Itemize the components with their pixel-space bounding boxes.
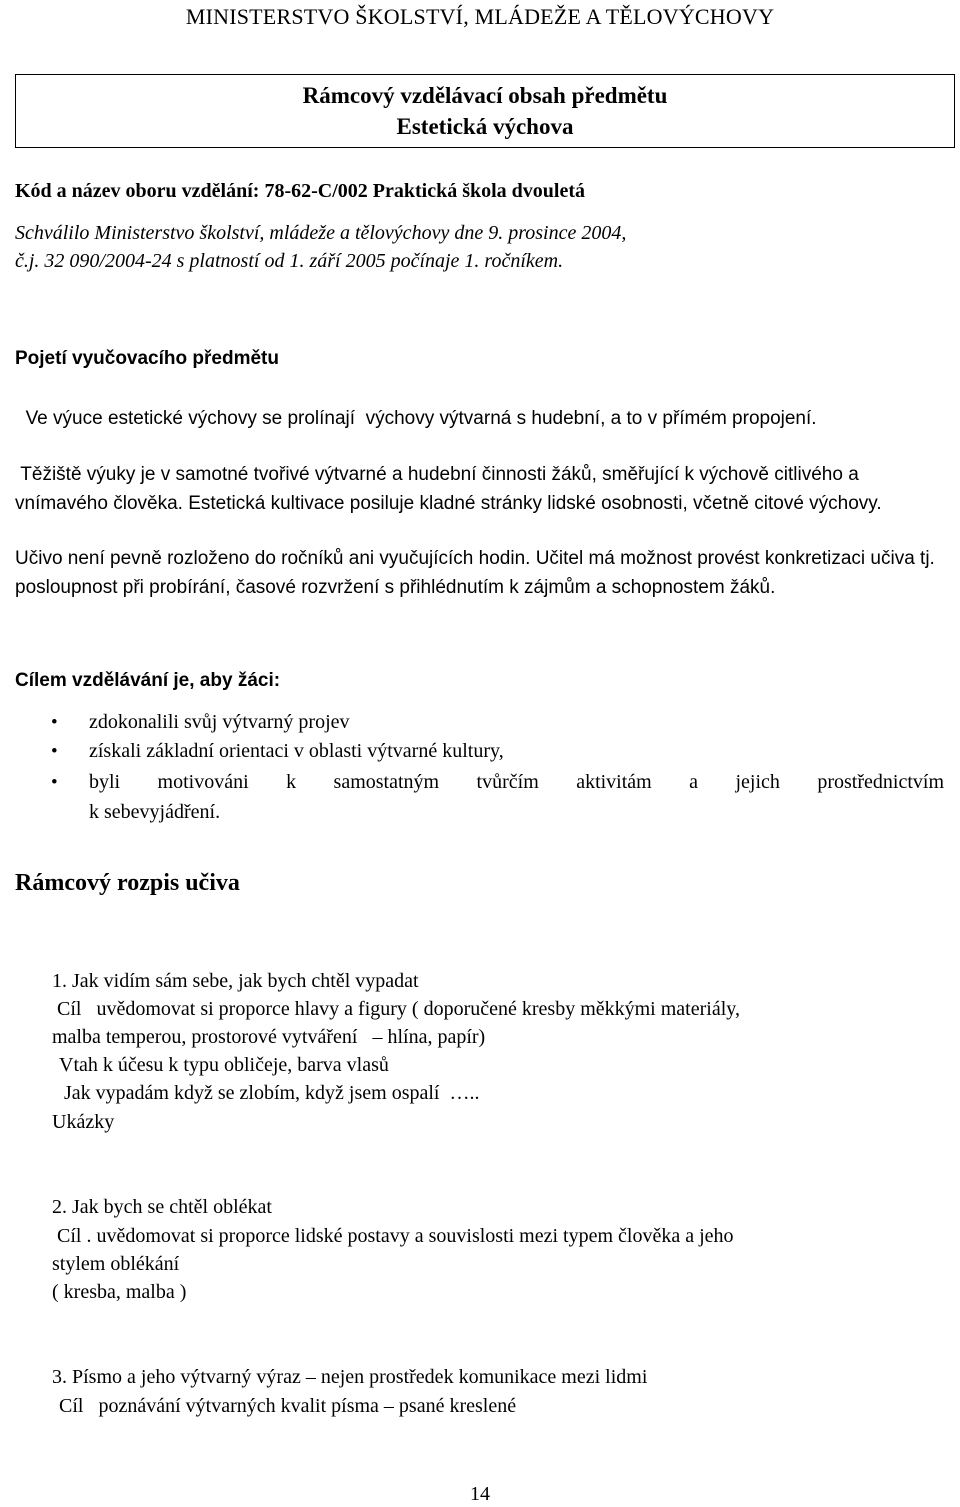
concept-paragraph-2: Těžiště výuky je v samotné tvořivé výtvarné a hudební činnosti žáků, směřující k výchově citlivého a vnímavého člověka. Estetická kultivace posiluje kladné stránky lidské osobnosti, včetně citové výchovy.	[15, 464, 882, 514]
bullet-icon: •	[51, 712, 58, 733]
syllabus-line: Jak vypadám když se zlobím, když jsem ospalí …..	[64, 1082, 480, 1104]
syllabus-section-title: 3. Písmo a jeho výtvarný výraz – nejen prostředek komunikace mezi lidmi	[52, 1366, 648, 1388]
goal-item: získali základní orientaci v oblasti výtvarné kultury,	[89, 740, 504, 762]
concept-heading: Pojetí vyučovacího předmětu	[15, 348, 279, 369]
document-title: Rámcový vzdělávací obsah předmětu	[302, 83, 668, 108]
approval-line-1: Schválilo Ministerstvo školství, mládeže a tělovýchovy dne 9. prosince 2004,	[15, 222, 627, 244]
goal-item: zdokonalili svůj výtvarný projev	[89, 711, 350, 733]
field-of-study: Kód a název oboru vzdělání: 78-62-C/002 Praktická škola dvouletá	[15, 180, 586, 202]
bullet-icon: •	[51, 741, 58, 762]
syllabus-line: Vtah k účesu k typu obličeje, barva vlasů	[59, 1054, 389, 1076]
approval-line-2: č.j. 32 090/2004-24 s platností od 1. září 2005 počínaje 1. ročníkem.	[15, 250, 564, 272]
syllabus-line: stylem oblékání	[52, 1253, 180, 1275]
bullet-icon: •	[51, 772, 58, 793]
syllabus-line: Cíl uvědomovat si proporce hlavy a figury ( doporučené kresby měkkými materiály,	[52, 998, 740, 1020]
syllabus-line: malba temperou, prostorové vytváření – hlína, papír)	[52, 1026, 486, 1048]
concept-paragraph-1: Ve výuce estetické výchovy se prolínají výchovy výtvarná s hudební, a to v přímém propojení.	[15, 408, 817, 429]
syllabus-line: ( kresba, malba )	[52, 1281, 187, 1303]
title-box	[15, 74, 955, 148]
syllabus-section-title: 1. Jak vidím sám sebe, jak bych chtěl vypadat	[52, 970, 419, 992]
syllabus-section-title: 2. Jak bych se chtěl oblékat	[52, 1196, 272, 1218]
page-number: 14	[470, 1483, 490, 1505]
syllabus-line: Ukázky	[52, 1111, 115, 1133]
syllabus-heading: Rámcový rozpis učiva	[15, 870, 240, 896]
subject-title: Estetická výchova	[396, 114, 574, 139]
goal-item-continuation: k sebevyjádření.	[89, 801, 221, 823]
goals-heading: Cílem vzdělávání je, aby žáci:	[15, 670, 281, 691]
syllabus-line: Cíl . uvědomovat si proporce lidské postavy a souvislosti mezi typem člověka a jeho	[52, 1225, 734, 1247]
ministry-header: MINISTERSTVO ŠKOLSTVÍ, MLÁDEŽE A TĚLOVÝCHOVY	[185, 4, 775, 29]
goal-item: byli motivováni k samostatným tvůrčím aktivitám a jejich prostřednictvím	[89, 771, 944, 793]
syllabus-line: Cíl poznávání výtvarných kvalit písma – psané kreslené	[59, 1395, 517, 1417]
concept-paragraph-3: Učivo není pevně rozloženo do ročníků ani vyučujících hodin. Učitel má možnost provést konkretizaci učiva tj. posloupnost při probírání, časové rozvržení s přihlédnutím k zájmům a schopnostem žáků.	[15, 548, 935, 598]
